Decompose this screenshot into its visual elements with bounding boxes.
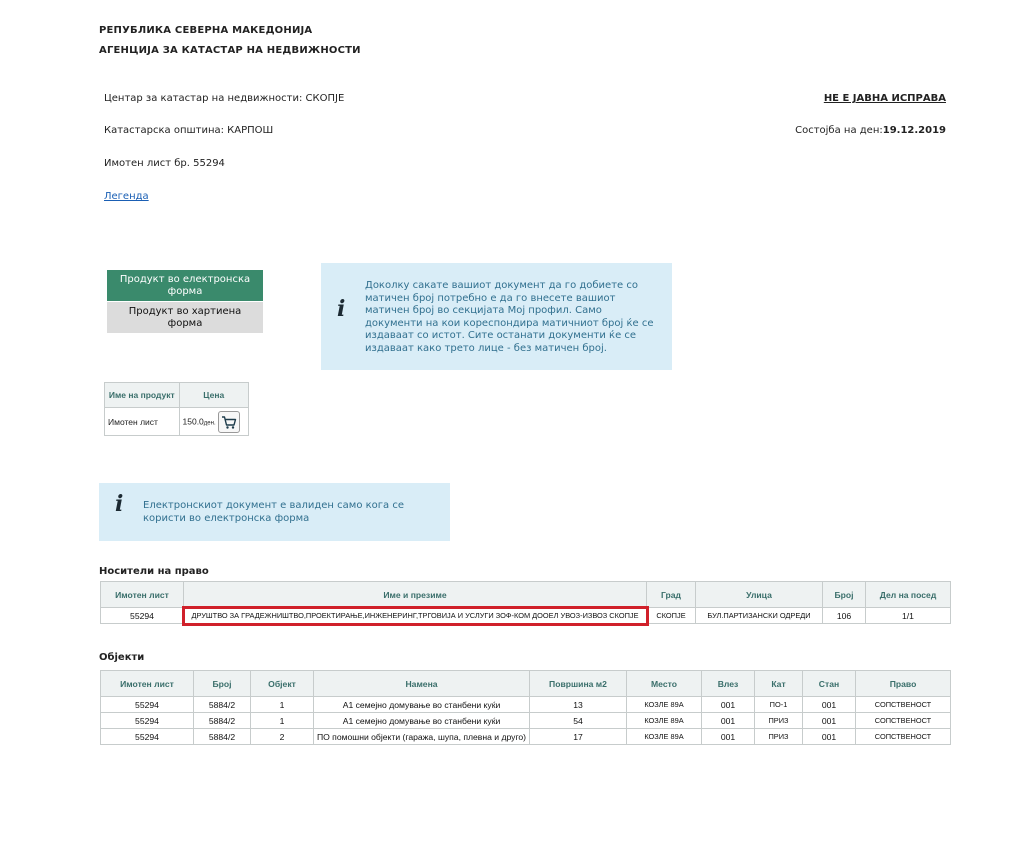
obj-entrance-cell: 001 (702, 697, 755, 713)
obj-object-cell: 1 (251, 713, 314, 729)
obj-sheet-cell: 55294 (101, 713, 194, 729)
obj-apartment-cell: 001 (803, 729, 856, 745)
info-icon: i (115, 491, 124, 517)
obj-floor-cell: ПО-1 (755, 697, 803, 713)
holder-name-cell: ДРУШТВО ЗА ГРАДЕЖНИШТВО,ПРОЕКТИРАЊЕ,ИНЖЕНЕРИНГ,ТРГОВИЈА И УСЛУГИ ЗОФ-КОМ ДООЕЛ УВОЗ-ИЗВОЗ СКОПЈЕ (184, 608, 647, 624)
obj-object-cell: 1 (251, 697, 314, 713)
obj-number-cell: 5884/2 (194, 697, 251, 713)
col-area: Површина м2 (530, 671, 627, 697)
obj-area-cell: 17 (530, 729, 627, 745)
holder-city-cell: СКОПЈЕ (647, 608, 696, 624)
product-price-table (104, 382, 249, 436)
obj-place-cell: КОЗЛЕ 89А (627, 729, 702, 745)
info-box-embg-text: Доколку сакате вашиот документ да го добиете со матичен број потребно е да го внесете вашиот матичен број во секцијата Мој профил. Само документи на кои кореспондира матичниот број ќе се издаваат со истот. Сите останати документи ќе се издаваат како трето лице - без матичен број. (365, 280, 654, 354)
price-cell (179, 408, 248, 436)
price-value: 150.0 (182, 415, 204, 426)
price-currency: ден. (203, 419, 216, 426)
table-row (101, 729, 951, 745)
col-city: Град (647, 582, 696, 608)
obj-apartment-cell: 001 (803, 697, 856, 713)
col-price: Цена (179, 383, 248, 408)
cadastre-center: Центар за катастар на недвижности: СКОПЈЕ (104, 93, 345, 104)
obj-apartment-cell: 001 (803, 713, 856, 729)
status-date-line (795, 125, 946, 136)
obj-floor-cell: ПРИЗ (755, 713, 803, 729)
col-place: Место (627, 671, 702, 697)
col-name: Име и презиме (184, 582, 647, 608)
col-share: Дел на посед (866, 582, 951, 608)
holders-table (100, 581, 951, 624)
obj-right-cell: СОПСТВЕНОСТ (856, 713, 951, 729)
obj-area-cell: 54 (530, 713, 627, 729)
holder-street-cell: БУЛ.ПАРТИЗАНСКИ ОДРЕДИ (696, 608, 823, 624)
status-date: 19.12.2019 (882, 125, 946, 136)
holders-title: Носители на право (99, 566, 209, 577)
product-name-cell: Имотен лист (105, 408, 180, 436)
col-number: Број (194, 671, 251, 697)
col-product-name: Име на продукт (105, 383, 180, 408)
obj-number-cell: 5884/2 (194, 729, 251, 745)
property-sheet-number: Имотен лист бр. 55294 (104, 158, 225, 169)
tab-electronic-form[interactable]: Продукт во електронска форма (107, 270, 263, 301)
table-row (101, 713, 951, 729)
holder-share-cell: 1/1 (866, 608, 951, 624)
col-street: Улица (696, 582, 823, 608)
obj-right-cell: СОПСТВЕНОСТ (856, 697, 951, 713)
obj-right-cell: СОПСТВЕНОСТ (856, 729, 951, 745)
cadastral-municipality: Катастарска општина: КАРПОШ (104, 125, 274, 136)
add-to-cart-button[interactable] (218, 411, 240, 433)
table-row (101, 608, 951, 624)
obj-place-cell: КОЗЛЕ 89А (627, 713, 702, 729)
cart-icon (219, 412, 239, 432)
col-number: Број (823, 582, 866, 608)
col-floor: Кат (755, 671, 803, 697)
obj-area-cell: 13 (530, 697, 627, 713)
col-right: Право (856, 671, 951, 697)
tab-paper-form[interactable]: Продукт во хартиена форма (107, 302, 263, 333)
obj-entrance-cell: 001 (702, 713, 755, 729)
obj-purpose-cell: ПО помошни објекти (гаража, шупа, плевна и друго) (314, 729, 530, 745)
obj-object-cell: 2 (251, 729, 314, 745)
info-box-electronic-text: Електронскиот документ е валиден само кога се користи во електронска форма (143, 500, 404, 524)
obj-sheet-cell: 55294 (101, 697, 194, 713)
col-property-sheet: Имотен лист (101, 671, 194, 697)
col-entrance: Влез (702, 671, 755, 697)
objects-table (100, 670, 951, 745)
obj-number-cell: 5884/2 (194, 713, 251, 729)
obj-entrance-cell: 001 (702, 729, 755, 745)
info-box-electronic-validity (99, 483, 450, 541)
obj-place-cell: КОЗЛЕ 89А (627, 697, 702, 713)
info-box-embg (321, 263, 672, 370)
col-property-sheet: Имотен лист (101, 582, 184, 608)
col-purpose: Намена (314, 671, 530, 697)
status-label: Состојба на ден: (795, 125, 883, 136)
holder-sheet-cell: 55294 (101, 608, 184, 624)
info-icon: i (337, 296, 346, 322)
obj-purpose-cell: А1 семејно домување во станбени куќи (314, 713, 530, 729)
header-republic: РЕПУБЛИКА СЕВЕРНА МАКЕДОНИЈА (99, 25, 313, 36)
objects-title: Објекти (99, 652, 145, 663)
col-apartment: Стан (803, 671, 856, 697)
col-object: Објект (251, 671, 314, 697)
obj-purpose-cell: А1 семејно домување во станбени куќи (314, 697, 530, 713)
holder-number-cell: 106 (823, 608, 866, 624)
not-public-label: НЕ Е ЈАВНА ИСПРАВА (823, 93, 946, 104)
table-row (101, 697, 951, 713)
obj-sheet-cell: 55294 (101, 729, 194, 745)
obj-floor-cell: ПРИЗ (755, 729, 803, 745)
legend-link[interactable]: Легенда (104, 191, 149, 202)
header-agency: АГЕНЦИЈА ЗА КАТАСТАР НА НЕДВИЖНОСТИ (99, 45, 361, 56)
table-row (105, 408, 249, 436)
